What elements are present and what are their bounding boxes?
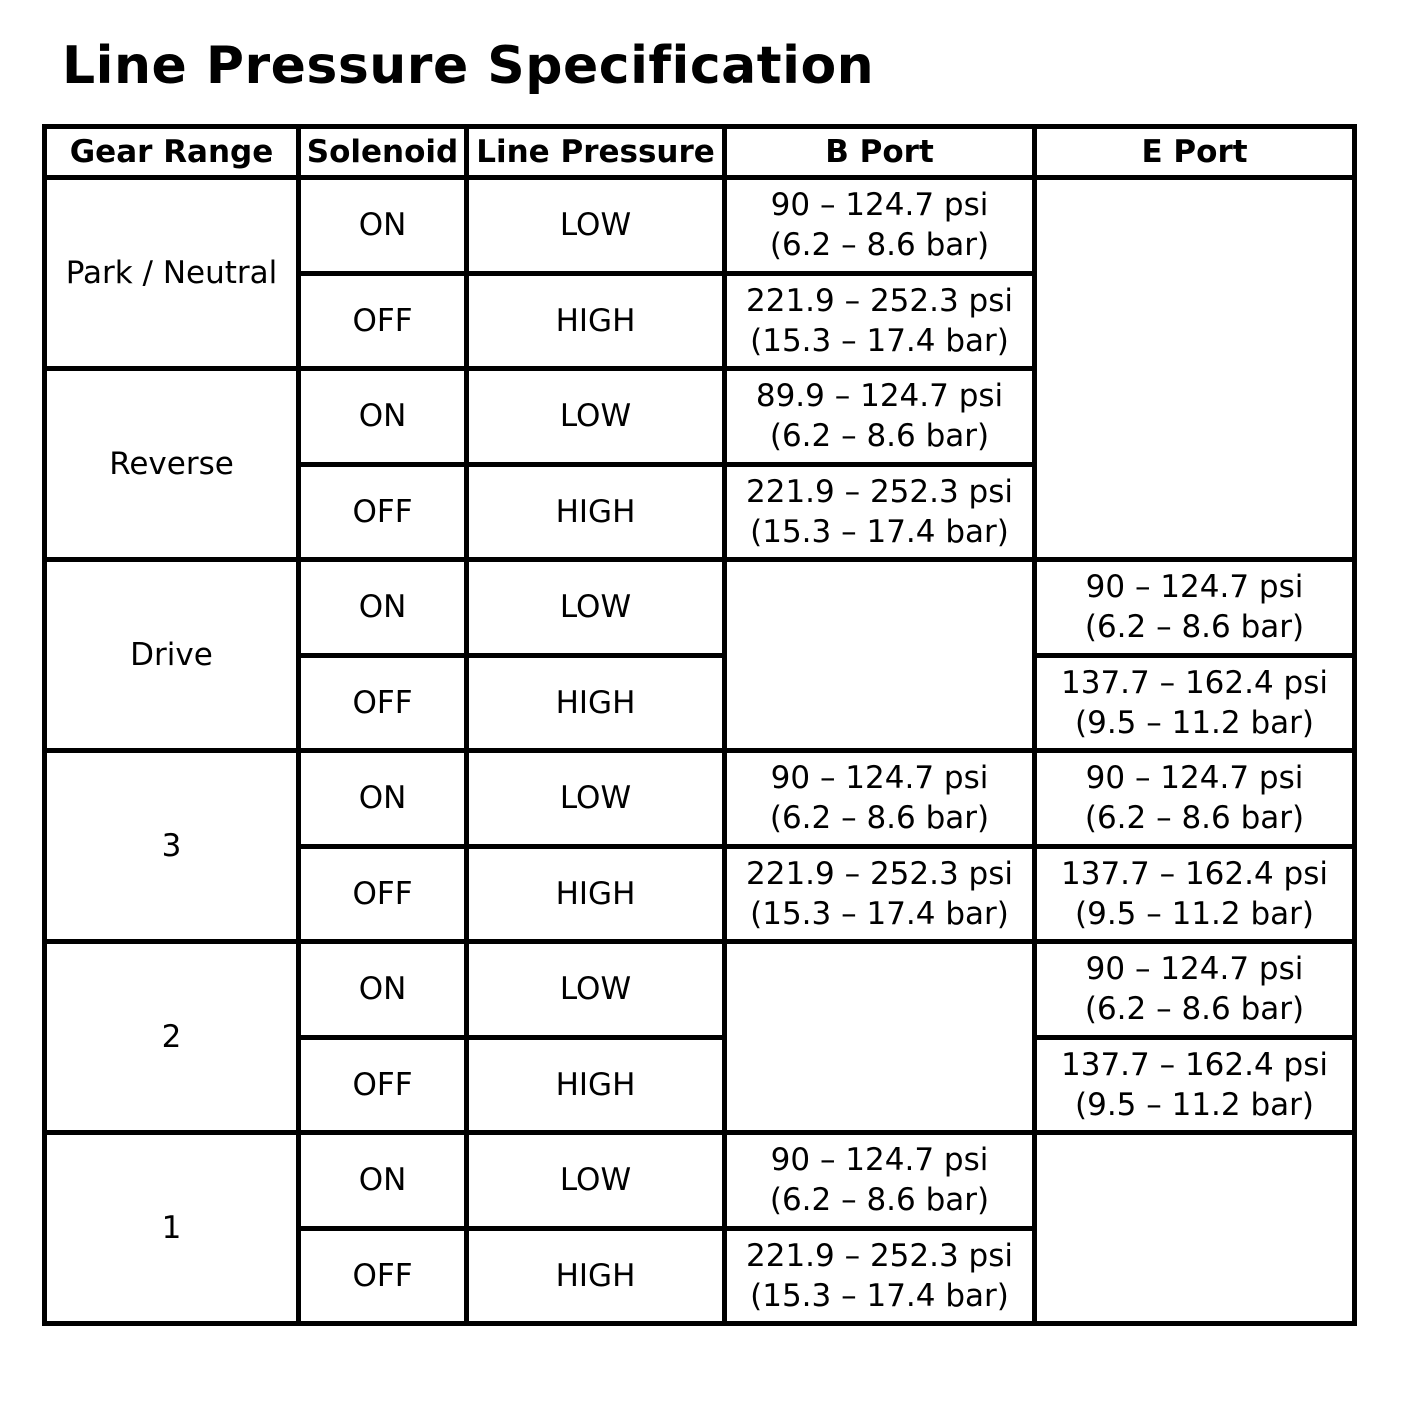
table-row (45, 178, 1355, 274)
b-port-psi: 221.9 – 252.3 psi (746, 473, 1013, 510)
line-pressure-cell: LOW (467, 1133, 725, 1229)
line-pressure-cell: HIGH (467, 273, 725, 369)
e-port-psi: 90 – 124.7 psi (1085, 951, 1304, 988)
b-port-cell (725, 1228, 1035, 1324)
line-pressure-cell: LOW (467, 178, 725, 274)
e-port-cell (1035, 655, 1355, 751)
line-pressure-cell: HIGH (467, 655, 725, 751)
b-port-empty-cell (725, 560, 1035, 751)
e-port-bar: (9.5 – 11.2 bar) (1075, 704, 1314, 741)
e-port-cell (1035, 560, 1355, 656)
line-pressure-cell: HIGH (467, 464, 725, 560)
table-row (45, 751, 1355, 847)
line-pressure-cell: HIGH (467, 846, 725, 942)
b-port-psi: 221.9 – 252.3 psi (746, 282, 1013, 319)
b-port-bar: (15.3 – 17.4 bar) (750, 322, 1009, 359)
table-row (45, 560, 1355, 656)
solenoid-cell: OFF (299, 846, 467, 942)
solenoid-cell: OFF (299, 1037, 467, 1133)
b-port-bar: (15.3 – 17.4 bar) (750, 895, 1009, 932)
line-pressure-cell: HIGH (467, 1037, 725, 1133)
header-row (45, 127, 1355, 178)
e-port-bar: (6.2 – 8.6 bar) (1084, 991, 1305, 1028)
e-port-psi: 137.7 – 162.4 psi (1061, 855, 1328, 892)
b-port-psi: 90 – 124.7 psi (770, 187, 989, 224)
line-pressure-cell: LOW (467, 560, 725, 656)
b-port-psi: 89.9 – 124.7 psi (755, 378, 1004, 415)
line-pressure-cell: LOW (467, 942, 725, 1038)
gear-range-cell: Drive (45, 560, 299, 751)
b-port-bar: (15.3 – 17.4 bar) (750, 513, 1009, 550)
e-port-bar: (6.2 – 8.6 bar) (1084, 800, 1305, 837)
gear-range-cell: 3 (45, 751, 299, 942)
solenoid-cell: OFF (299, 273, 467, 369)
header-b-port: B Port (725, 127, 1035, 178)
e-port-cell (1035, 751, 1355, 847)
e-port-empty-cell (1035, 178, 1355, 560)
solenoid-cell: ON (299, 1133, 467, 1229)
header-e-port: E Port (1035, 127, 1355, 178)
table-row (45, 942, 1355, 1038)
b-port-cell (725, 464, 1035, 560)
b-port-psi: 221.9 – 252.3 psi (746, 855, 1013, 892)
line-pressure-cell: LOW (467, 751, 725, 847)
gear-range-cell: 1 (45, 1133, 299, 1324)
b-port-bar: (6.2 – 8.6 bar) (769, 1182, 990, 1219)
b-port-empty-cell (725, 942, 1035, 1133)
e-port-bar: (6.2 – 8.6 bar) (1084, 609, 1305, 646)
table-row (45, 1133, 1355, 1229)
e-port-psi: 90 – 124.7 psi (1085, 569, 1304, 606)
e-port-cell (1035, 1037, 1355, 1133)
page-title: Line Pressure Specification (62, 36, 875, 96)
e-port-psi: 90 – 124.7 psi (1085, 760, 1304, 797)
gear-range-cell: Park / Neutral (45, 178, 299, 369)
b-port-bar: (6.2 – 8.6 bar) (769, 800, 990, 837)
solenoid-cell: OFF (299, 464, 467, 560)
solenoid-cell: OFF (299, 655, 467, 751)
b-port-bar: (6.2 – 8.6 bar) (769, 418, 990, 455)
solenoid-cell: OFF (299, 1228, 467, 1324)
b-port-cell (725, 1133, 1035, 1229)
line-pressure-table (42, 124, 1357, 1326)
b-port-bar: (15.3 – 17.4 bar) (750, 1277, 1009, 1314)
e-port-empty-cell (1035, 1133, 1355, 1324)
header-line-pressure: Line Pressure (467, 127, 725, 178)
b-port-cell (725, 846, 1035, 942)
solenoid-cell: ON (299, 369, 467, 465)
gear-range-cell: Reverse (45, 369, 299, 560)
e-port-cell (1035, 846, 1355, 942)
e-port-bar: (9.5 – 11.2 bar) (1075, 895, 1314, 932)
e-port-psi: 137.7 – 162.4 psi (1061, 1046, 1328, 1083)
line-pressure-cell: HIGH (467, 1228, 725, 1324)
b-port-psi: 90 – 124.7 psi (770, 1142, 989, 1179)
b-port-psi: 221.9 – 252.3 psi (746, 1237, 1013, 1274)
b-port-cell (725, 751, 1035, 847)
b-port-cell (725, 369, 1035, 465)
b-port-psi: 90 – 124.7 psi (770, 760, 989, 797)
e-port-cell (1035, 942, 1355, 1038)
line-pressure-cell: LOW (467, 369, 725, 465)
header-gear-range: Gear Range (45, 127, 299, 178)
solenoid-cell: ON (299, 942, 467, 1038)
header-solenoid: Solenoid (299, 127, 467, 178)
b-port-cell (725, 178, 1035, 274)
b-port-cell (725, 273, 1035, 369)
b-port-bar: (6.2 – 8.6 bar) (769, 227, 990, 264)
e-port-bar: (9.5 – 11.2 bar) (1075, 1086, 1314, 1123)
e-port-psi: 137.7 – 162.4 psi (1061, 664, 1328, 701)
solenoid-cell: ON (299, 751, 467, 847)
solenoid-cell: ON (299, 178, 467, 274)
solenoid-cell: ON (299, 560, 467, 656)
gear-range-cell: 2 (45, 942, 299, 1133)
